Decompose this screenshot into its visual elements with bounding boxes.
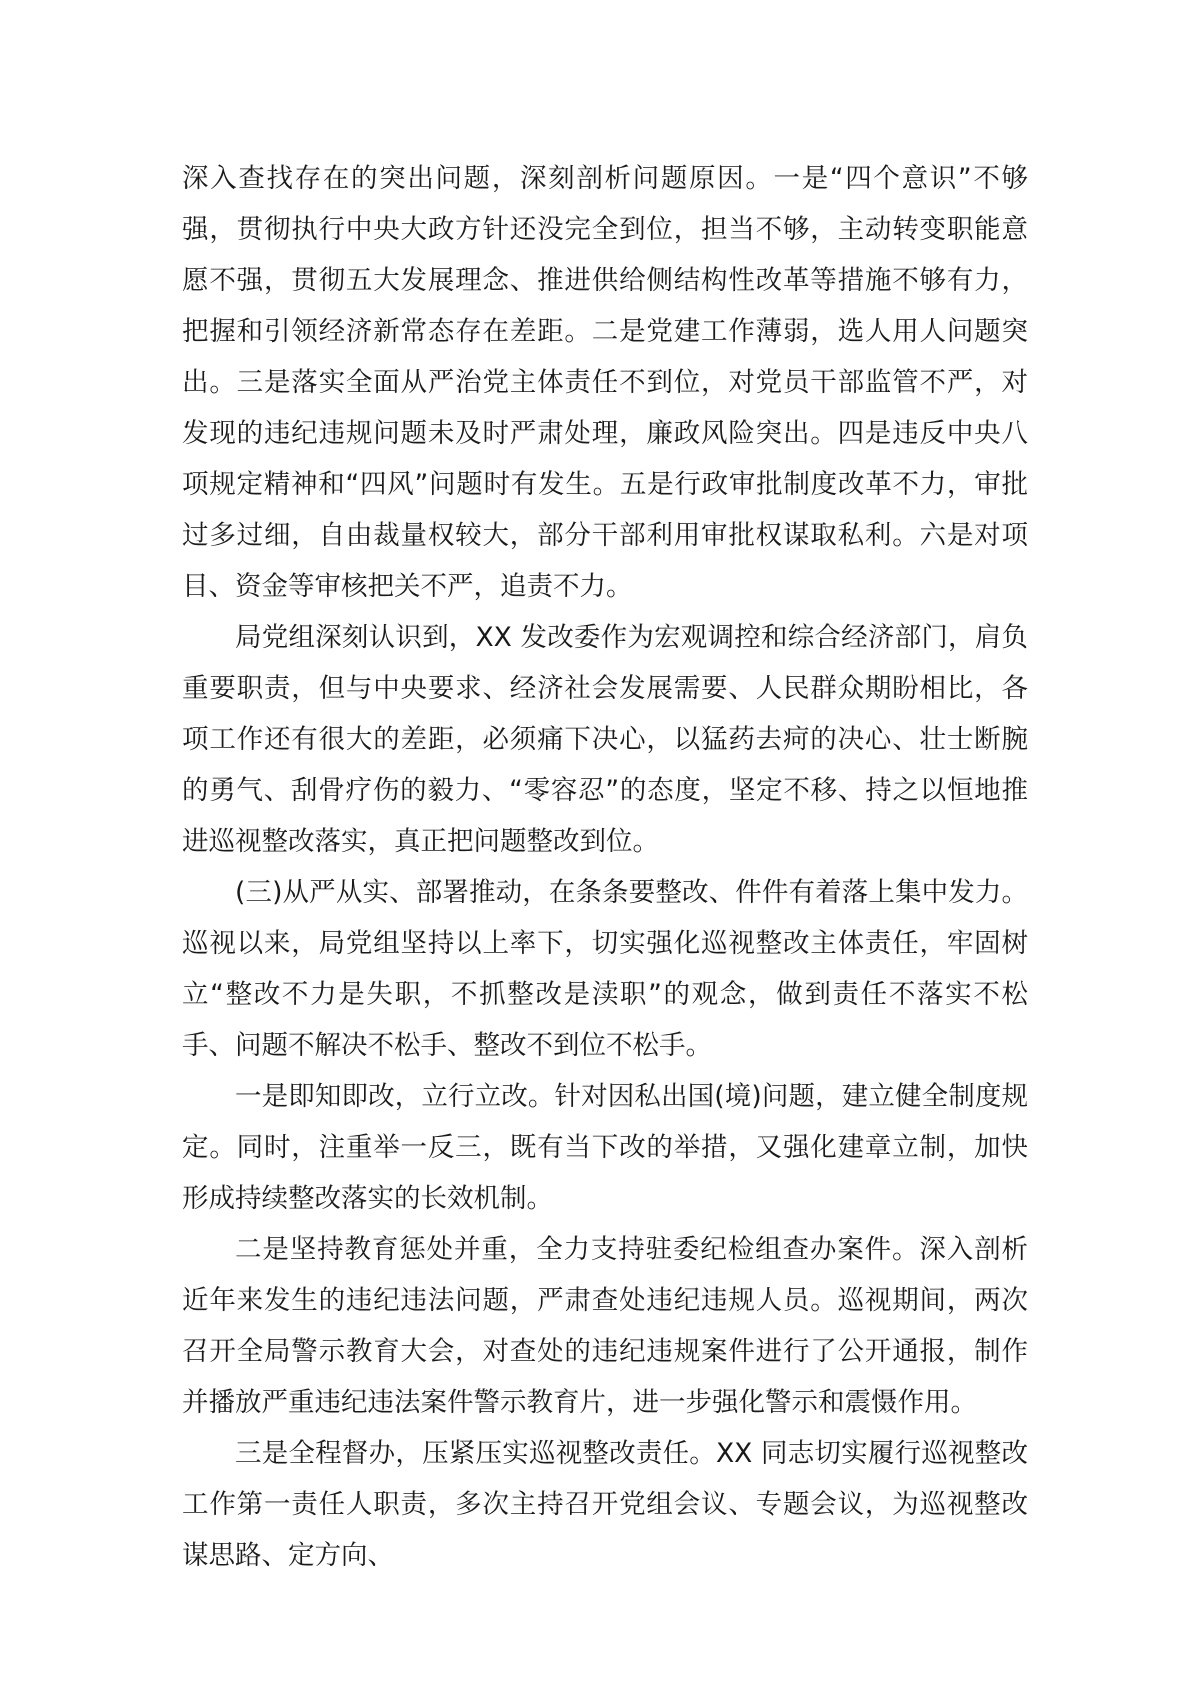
paragraph-1: 深入查找存在的突出问题，深刻剖析问题原因。一是“四个意识”不够强，贯彻执行中央大政方针还没完全到位，担当不够，主动转变职能意愿不强，贯彻五大发展理念、推进供给侧结构性改革等措施不够有力，把握和引领经济新常态存在差距。二是党建工作薄弱，选人用人问题突出。三是落实全面从严治党主体责任不到位，对党员干部监管不严，对发现的违纪违规问题未及时严肃处理，廉政风险突出。四是违反中央八项规定精神和“四风”问题时有发生。五是行政审批制度改革不力，审批过多过细，自由裁量权较大，部分干部利用审批权谋取私利。六是对项目、资金等审核把关不严，追责不力。 [182,163,1028,602]
paragraph-3: (三)从严从实、部署推动，在条条要整改、件件有着落上集中发力。巡视以来，局党组坚持以上率下，切实强化巡视整改主体责任，牢固树立“整改不力是失职，不抓整改是渎职”的观念，做到责任不落实不松手、问题不解决不松手、整改不到位不松手。 [182,877,1028,1061]
document-body [182,153,1028,1581]
paragraph-5: 二是坚持教育惩处并重，全力支持驻委纪检组查办案件。深入剖析近年来发生的违纪违法问题，严肃查处违纪违规人员。巡视期间，两次召开全局警示教育大会，对查处的违纪违规案件进行了公开通报，制作并播放严重违纪违法案件警示教育片，进一步强化警示和震慑作用。 [182,1234,1028,1418]
paragraph-4: 一是即知即改，立行立改。针对因私出国(境)问题，建立健全制度规定。同时，注重举一反三，既有当下改的举措，又强化建章立制，加快形成持续整改落实的长效机制。 [182,1081,1028,1214]
paragraph-2: 局党组深刻认识到，XX 发改委作为宏观调控和综合经济部门，肩负重要职责，但与中央要求、经济社会发展需要、人民群众期盼相比，各项工作还有很大的差距，必须痛下决心，以猛药去疴的决心、壮士断腕的勇气、刮骨疗伤的毅力、“零容忍”的态度，坚定不移、持之以恒地推进巡视整改落实，真正把问题整改到位。 [182,622,1028,857]
paragraph-6: 三是全程督办，压紧压实巡视整改责任。XX 同志切实履行巡视整改工作第一责任人职责，多次主持召开党组会议、专题会议，为巡视整改谋思路、定方向、 [182,1438,1028,1571]
